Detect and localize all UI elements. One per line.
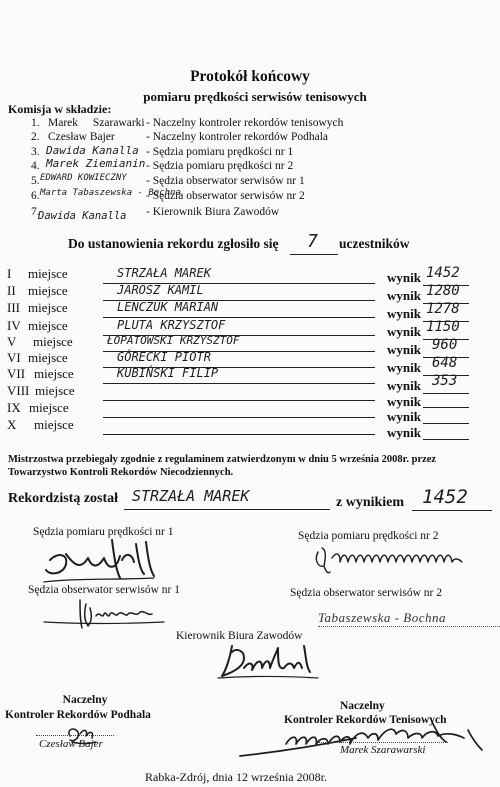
result-place: VII [7, 366, 26, 381]
result-name: JAROSZ KAMIL [117, 283, 204, 297]
commission-member-name: Czesław Bajer [48, 131, 115, 143]
commission-member-role: - Naczelny kontroler rekordów tenisowych [146, 117, 344, 129]
result-place-label: miejsce [28, 318, 68, 333]
commission-number: 5. [31, 175, 40, 187]
commission-number: 6. [31, 190, 40, 202]
result-name-line [103, 400, 375, 401]
commission-number: 7. [31, 206, 40, 218]
tennis-controller-name-line [318, 742, 448, 743]
observer-2-signature-underline [318, 626, 500, 627]
result-place: I [7, 266, 12, 281]
regulation-note-line-2: Towarzystwo Kontroli Rekordów Niecodziennych. [8, 467, 234, 478]
tennis-controller-title-line-2: Kontroler Rekordów Tenisowych [284, 714, 447, 726]
result-value: 960 [432, 337, 458, 353]
result-name: KUBIŃSKI FILIP [117, 366, 219, 380]
commission-member-name: Marek Szarawarki [48, 117, 145, 129]
participants-count-line [290, 254, 338, 255]
result-place-label: miejsce [35, 383, 75, 398]
observer-1-caption: Sędzia obserwator serwisów nr 1 [28, 584, 181, 596]
result-place-label: miejsce [28, 350, 68, 365]
result-place: VIII [7, 383, 30, 398]
record-holder-name-line [124, 509, 330, 510]
result-value-line [423, 439, 469, 440]
regulation-note-line-1: Mistrzostwa przebiegały zgodnie z regulaminem zatwierdzonym w dniu 5 września 2008r. przez [8, 454, 437, 465]
result-name: PLUTA KRZYSZTOF [117, 318, 226, 332]
place-and-date: Rabka-Zdrój, dnia 12 września 2008r. [145, 770, 327, 784]
commission-member-role: - Sędzia pomiaru prędkości nr 2 [146, 160, 294, 172]
podhala-controller-name-line [36, 735, 114, 736]
result-wynik-label: wynik [387, 270, 421, 285]
result-name: GÓRECKI PIOTR [117, 350, 211, 364]
result-wynik-label: wynik [387, 409, 421, 424]
podhala-controller-title-line-1: Naczelny [62, 694, 108, 706]
document-subtitle: pomiaru prędkości serwisów tenisowych [143, 89, 367, 104]
result-value: 648 [432, 355, 458, 371]
commission-member-role: - Sędzia obserwator serwisów nr 1 [146, 175, 305, 187]
document-title: Protokół końcowy [190, 68, 310, 85]
podhala-controller-name: Czesław Bajer [39, 738, 103, 750]
record-holder-value: 1452 [422, 486, 468, 508]
commission-member-name: Marta Tabaszewska - Bochna [40, 188, 181, 198]
result-name-line [103, 434, 375, 435]
result-name: LENCZUK MARIAN [117, 300, 219, 314]
result-wynik-label: wynik [387, 425, 421, 440]
commission-member-name: Dawida Kanalla [46, 144, 139, 157]
result-place-label: miejsce [28, 300, 68, 315]
result-wynik-label: wynik [387, 378, 421, 393]
judge-2-caption: Sędzia pomiaru prędkości nr 2 [298, 530, 439, 542]
result-name: STRZAŁA MAREK [117, 266, 211, 280]
result-place: VI [7, 350, 21, 365]
result-place: X [7, 417, 17, 432]
record-holder-prefix: Rekordzistą został [8, 491, 119, 506]
result-name-line [103, 417, 375, 418]
tennis-controller-name: Marek Szarawarski [340, 744, 426, 756]
result-wynik-label: wynik [387, 288, 421, 303]
commission-member-name: Marek Ziemianin [46, 157, 146, 170]
result-value: 1280 [426, 283, 460, 299]
result-value: 1278 [426, 301, 460, 317]
commission-member-name: EDWARD KOWIECZNY [40, 173, 127, 183]
commission-heading: Komisja w składzie: [8, 102, 112, 116]
judge-2-signature [310, 544, 470, 576]
result-place-label: miejsce [33, 334, 73, 349]
result-place: III [7, 300, 20, 315]
commission-member-role: - Sędzia pomiaru prędkości nr 1 [146, 146, 294, 158]
commission-member-name: Dawida Kanalla [38, 210, 127, 222]
record-holder-mid: z wynikiem [336, 495, 405, 510]
result-value: 1150 [426, 319, 460, 335]
commission-member-role: - Kierownik Biura Zawodów [146, 206, 280, 218]
participants-count: 7 [307, 231, 318, 252]
result-value: 353 [432, 373, 458, 389]
commission-member-role: - Naczelny kontroler rekordów Podhala [146, 131, 329, 143]
result-place-label: miejsce [34, 366, 74, 381]
result-place: V [7, 334, 17, 349]
result-wynik-label: wynik [387, 394, 421, 409]
commission-number: 2. [31, 131, 40, 143]
commission-member-role: - Sędzia obserwator serwisów nr 2 [146, 190, 305, 202]
podhala-controller-title-line-2: Kontroler Rekordów Podhala [5, 709, 151, 721]
commission-number: 1. [31, 117, 40, 129]
result-value: 1452 [426, 265, 460, 281]
commission-number: 3. [31, 146, 40, 158]
observer-1-signature [40, 596, 170, 632]
result-place-label: miejsce [28, 283, 68, 298]
result-value-line [423, 407, 469, 408]
record-holder-value-line [412, 510, 492, 511]
result-place: IX [7, 400, 21, 415]
judge-1-signature [36, 530, 156, 586]
result-name: ŁOPATOWSKI KRZYSZTOF [107, 334, 240, 347]
commission-number: 4. [31, 160, 40, 172]
result-place-label: miejsce [28, 266, 68, 281]
result-name-line [103, 383, 375, 384]
result-place: II [7, 283, 16, 298]
record-holder-name: STRZAŁA MAREK [132, 487, 250, 505]
result-wynik-label: wynik [387, 324, 421, 339]
tennis-controller-title-line-1: Naczelny [340, 700, 385, 712]
result-place: IV [7, 318, 21, 333]
result-value-line [423, 393, 469, 394]
judge-1-caption: Sędzia pomiaru prędkości nr 1 [33, 526, 174, 538]
participants-prefix: Do ustanowienia rekordu zgłosiło się [68, 236, 279, 251]
participants-suffix: uczestników [339, 236, 410, 251]
office-manager-signature [214, 638, 324, 682]
office-manager-caption: Kierownik Biura Zawodów [176, 630, 303, 642]
result-place-label: miejsce [29, 400, 69, 415]
observer-2-caption: Sędzia obserwator serwisów nr 2 [290, 587, 443, 599]
result-value-line [423, 423, 469, 424]
result-wynik-label: wynik [387, 360, 421, 375]
result-place-label: miejsce [34, 417, 74, 432]
result-wynik-label: wynik [387, 306, 421, 321]
result-wynik-label: wynik [387, 342, 421, 357]
observer-2-signature: Tabaszewska - Bochna [318, 610, 446, 625]
